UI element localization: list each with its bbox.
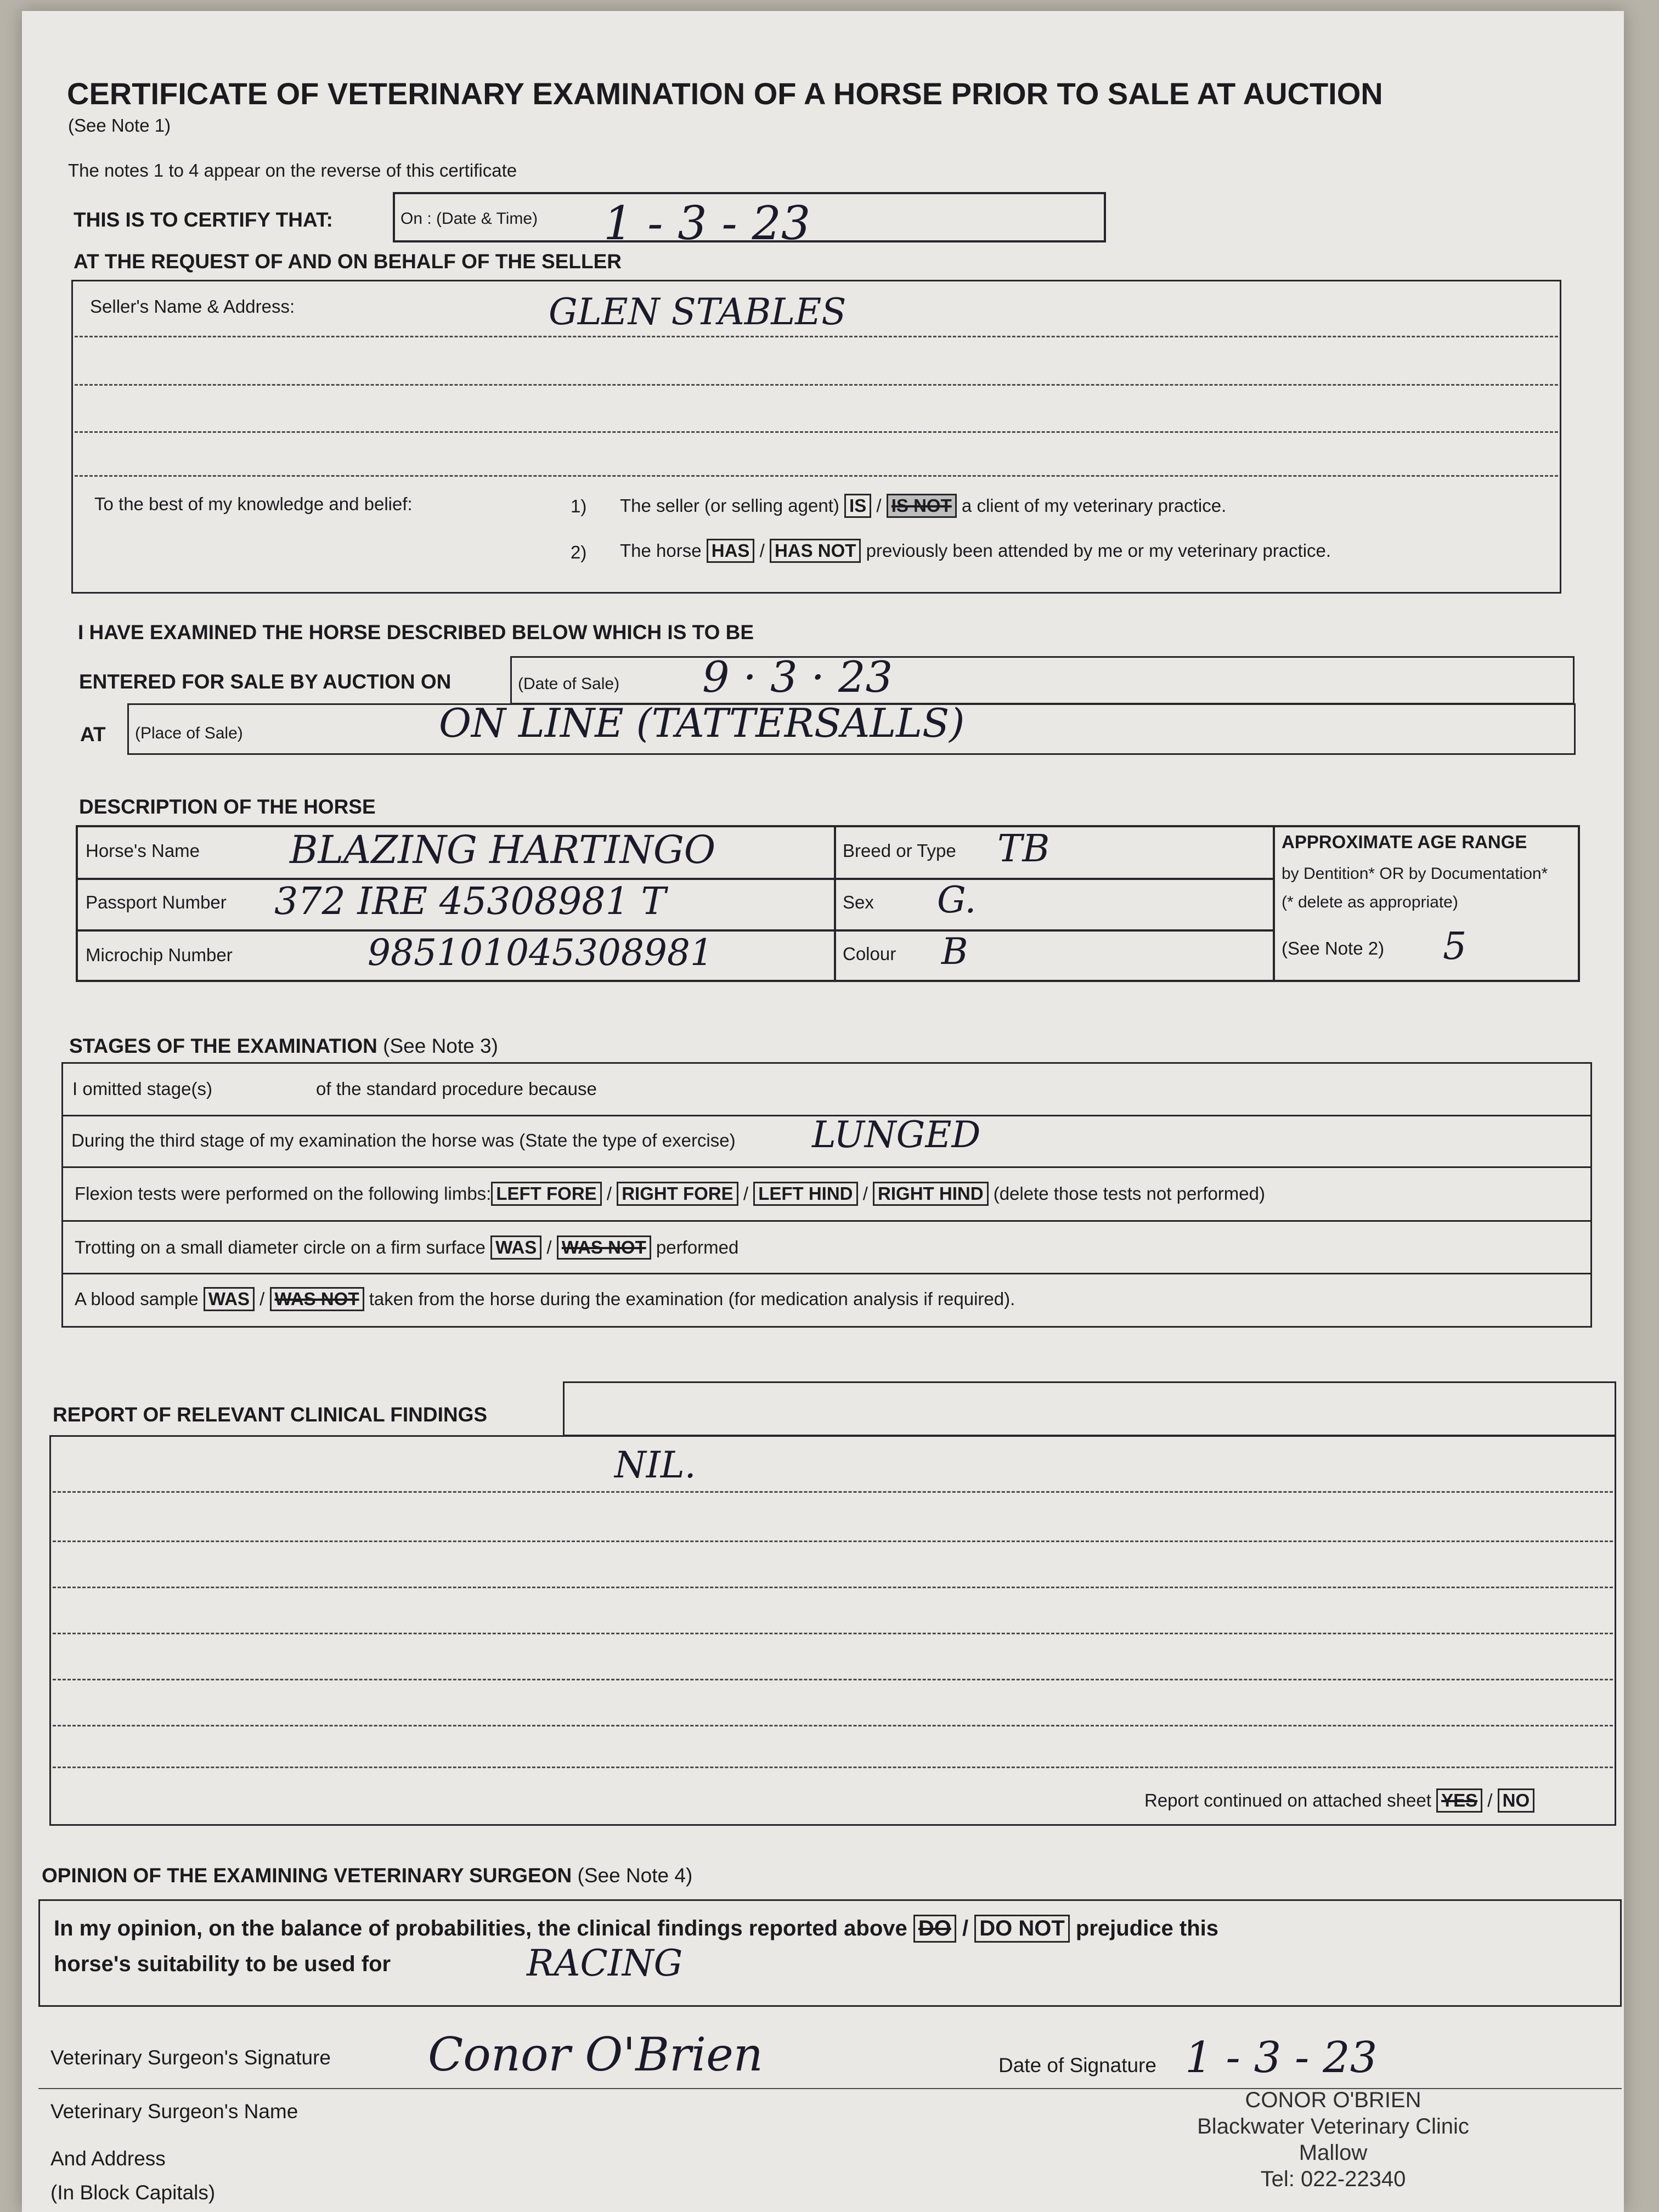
right-hind-option[interactable]: RIGHT HIND xyxy=(873,1182,989,1206)
at-label: AT xyxy=(80,723,106,746)
seller-line xyxy=(75,475,1558,477)
age-by: by Dentition* OR by Documentation* xyxy=(1282,865,1548,883)
left-fore-option[interactable]: LEFT FORE xyxy=(491,1182,601,1206)
stages-heading xyxy=(69,1035,498,1058)
age-title: APPROXIMATE AGE RANGE xyxy=(1282,832,1527,852)
row-divider xyxy=(61,1273,1592,1274)
report-line xyxy=(53,1725,1613,1726)
page-title: CERTIFICATE OF VETERINARY EXAMINATION OF A HORSE PRIOR TO SALE AT AUCTION xyxy=(67,76,1383,111)
do-option[interactable]: DO xyxy=(913,1915,956,1943)
option-sep: / xyxy=(606,1183,612,1204)
stamp-name: CONOR O'BRIEN xyxy=(1245,2088,1421,2112)
is-option[interactable]: IS xyxy=(844,494,871,518)
blood-was-not-option[interactable]: WAS NOT xyxy=(270,1287,364,1311)
flexion-post: (delete those tests not performed) xyxy=(993,1183,1265,1204)
third-stage-value: LUNGED xyxy=(812,1114,981,1156)
exam-date-value: 1 - 3 - 23 xyxy=(603,196,811,250)
trot-pre: Trotting on a small diameter circle on a firm surface xyxy=(75,1237,486,1257)
breed-label: Breed or Type xyxy=(843,840,956,861)
option-sep: / xyxy=(962,1916,969,1940)
knowledge-label: To the best of my knowledge and belief: xyxy=(94,494,413,514)
sale-date-field[interactable] xyxy=(510,656,1575,704)
client-post: a client of my veterinary practice. xyxy=(961,495,1227,516)
blood-row xyxy=(75,1287,1015,1311)
trot-was-not-option[interactable]: WAS NOT xyxy=(557,1235,651,1260)
left-hind-option[interactable]: LEFT HIND xyxy=(753,1182,857,1206)
report-line xyxy=(53,1679,1613,1680)
flexion-pre: Flexion tests were performed on the following limbs: xyxy=(75,1183,492,1204)
examined-heading: I HAVE EXAMINED THE HORSE DESCRIBED BELOW WHICH IS TO BE xyxy=(78,621,754,644)
continued-label: Report continued on attached sheet xyxy=(1144,1790,1431,1810)
seller-label: Seller's Name & Address: xyxy=(90,296,295,317)
use-value: RACING xyxy=(527,1942,683,1984)
see-note-1: (See Note 1) xyxy=(68,115,171,136)
seller-line xyxy=(75,336,1558,337)
date-signature-label: Date of Signature xyxy=(998,2054,1156,2076)
horse-name-label: Horse's Name xyxy=(86,840,200,861)
blood-was-option[interactable]: WAS xyxy=(204,1287,255,1311)
attended-statement xyxy=(620,539,1331,563)
microchip-label: Microchip Number xyxy=(86,945,233,965)
report-heading: REPORT OF RELEVANT CLINICAL FINDINGS xyxy=(53,1403,488,1426)
trot-post: performed xyxy=(656,1237,739,1257)
option-sep: / xyxy=(743,1183,749,1204)
certify-label: THIS IS TO CERTIFY THAT: xyxy=(74,208,333,231)
option-sep: / xyxy=(876,495,882,516)
report-line xyxy=(53,1633,1613,1634)
do-not-option[interactable]: DO NOT xyxy=(974,1915,1070,1943)
report-header-box xyxy=(563,1381,1616,1436)
row-divider xyxy=(76,878,1273,880)
report-line xyxy=(53,1767,1613,1768)
microchip-value: 985101045308981 xyxy=(368,932,713,974)
stages-note: (See Note 3) xyxy=(383,1035,498,1057)
client-statement xyxy=(620,494,1226,518)
blood-post: taken from the horse during the examination (for medication analysis if required). xyxy=(369,1289,1015,1309)
omitted-label-a: I omitted stage(s) xyxy=(72,1079,212,1099)
age-value: 5 xyxy=(1443,925,1467,968)
sale-date-value: 9 · 3 · 23 xyxy=(702,653,893,702)
item2-num: 2) xyxy=(571,542,587,562)
flexion-row xyxy=(75,1182,1265,1206)
continued-no-option[interactable]: NO xyxy=(1498,1788,1535,1813)
colour-label: Colour xyxy=(843,944,896,964)
sale-date-label: (Date of Sale) xyxy=(518,675,620,693)
signature-value: Conor O'Brien xyxy=(428,2028,763,2081)
option-sep: / xyxy=(862,1183,868,1204)
option-sep: / xyxy=(759,540,765,561)
option-sep: / xyxy=(546,1237,552,1257)
third-stage-label: During the third stage of my examination the horse was (State the type of exercise) xyxy=(71,1130,736,1150)
breed-value: TB xyxy=(997,827,1050,871)
trot-row xyxy=(75,1235,738,1260)
suitability-label: horse's suitability to be used for xyxy=(54,1952,391,1976)
attended-post: previously been attended by me or my veterinary practice. xyxy=(866,540,1331,561)
request-heading: AT THE REQUEST OF AND ON BEHALF OF THE SELLER xyxy=(74,250,622,273)
blood-pre: A blood sample xyxy=(75,1289,199,1309)
stamp-town: Mallow xyxy=(1299,2141,1368,2165)
signature-label: Veterinary Surgeon's Signature xyxy=(50,2046,331,2069)
opinion-line1 xyxy=(54,1915,1218,1943)
column-divider xyxy=(834,825,836,982)
passport-value: 372 IRE 45308981 T xyxy=(274,880,666,923)
has-not-option[interactable]: HAS NOT xyxy=(770,539,861,563)
opinion-note: (See Note 4) xyxy=(577,1864,693,1887)
colour-value: B xyxy=(941,930,968,973)
certificate-sheet xyxy=(22,11,1624,2212)
continued-row xyxy=(1144,1788,1534,1813)
report-value: NIL. xyxy=(614,1444,696,1486)
sex-label: Sex xyxy=(843,892,874,912)
block-capitals-label: (In Block Capitals) xyxy=(50,2181,216,2204)
age-delete: (* delete as appropriate) xyxy=(1282,893,1458,911)
surgeon-name-label: Veterinary Surgeon's Name xyxy=(50,2100,298,2123)
right-fore-option[interactable]: RIGHT FORE xyxy=(617,1182,738,1206)
horse-name-value: BLAZING HARTINGO xyxy=(290,827,716,872)
opinion-pre: In my opinion, on the balance of probabilities, the clinical findings reported above xyxy=(54,1916,907,1940)
passport-label: Passport Number xyxy=(86,892,227,912)
address-label: And Address xyxy=(50,2147,166,2170)
report-line xyxy=(53,1587,1613,1588)
report-line xyxy=(53,1491,1613,1493)
is-not-option[interactable]: IS NOT xyxy=(887,494,957,518)
date-signature-value: 1 - 3 - 23 xyxy=(1185,2033,1378,2083)
opinion-heading xyxy=(42,1864,692,1887)
seller-line xyxy=(75,384,1558,386)
seller-line xyxy=(75,431,1558,433)
attended-pre: The horse xyxy=(620,540,702,561)
stages-title: STAGES OF THE EXAMINATION xyxy=(69,1035,377,1057)
sale-place-value: ON LINE (TATTERSALLS) xyxy=(439,700,965,746)
row-divider xyxy=(61,1220,1592,1222)
option-sep: / xyxy=(259,1289,265,1309)
opinion-title: OPINION OF THE EXAMINING VETERINARY SURGEON xyxy=(42,1864,572,1887)
report-line xyxy=(53,1541,1613,1542)
omitted-label-b: of the standard procedure because xyxy=(316,1079,597,1099)
column-divider xyxy=(1273,825,1275,982)
client-pre: The seller (or selling agent) xyxy=(620,495,839,516)
row-divider xyxy=(61,1166,1592,1168)
entered-heading: ENTERED FOR SALE BY AUCTION ON xyxy=(79,670,452,693)
has-option[interactable]: HAS xyxy=(707,539,755,563)
seller-name-value: GLEN STABLES xyxy=(549,291,847,333)
horse-heading: DESCRIPTION OF THE HORSE xyxy=(79,795,376,818)
stamp-tel: Tel: 022-22340 xyxy=(1260,2167,1406,2191)
exam-date-label: On : (Date & Time) xyxy=(400,210,538,228)
opinion-post: prejudice this xyxy=(1075,1916,1218,1940)
trot-was-option[interactable]: WAS xyxy=(490,1235,541,1260)
option-sep: / xyxy=(1487,1790,1493,1810)
clinic-stamp xyxy=(1141,2087,1525,2192)
sale-place-label: (Place of Sale) xyxy=(135,724,243,742)
item1-num: 1) xyxy=(571,496,587,516)
sex-value: G. xyxy=(937,879,977,921)
age-note: (See Note 2) xyxy=(1282,938,1385,958)
notes-line: The notes 1 to 4 appear on the reverse of this certificate xyxy=(68,160,517,180)
stamp-clinic: Blackwater Veterinary Clinic xyxy=(1197,2114,1469,2138)
continued-yes-option[interactable]: YES xyxy=(1436,1788,1482,1813)
